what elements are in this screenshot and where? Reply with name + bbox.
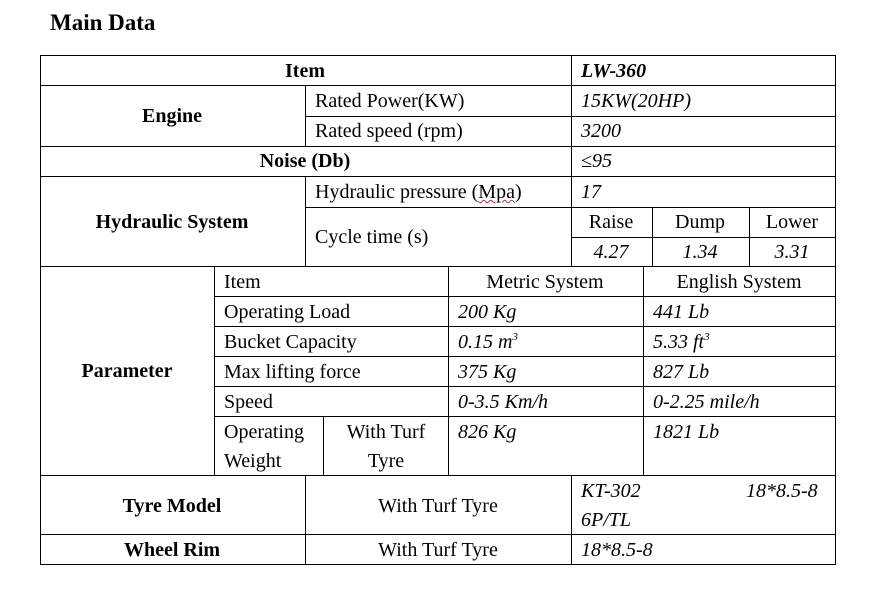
rated-power-label: Rated Power(KW)	[315, 90, 465, 112]
weight-sub-line1: With Turf	[346, 421, 426, 443]
param-row-item: Speed	[224, 391, 273, 413]
param-row-english: 827 Lb	[653, 361, 710, 383]
param-col-metric: Metric System	[486, 271, 604, 293]
noise-label: Noise (Db)	[259, 150, 351, 172]
param-col-item: Item	[224, 271, 261, 293]
param-row-english: 5.33 $ft^3$	[653, 331, 710, 353]
dump-label: Dump	[675, 211, 725, 233]
page-title: Main Data	[50, 10, 156, 35]
tyre-model-sub: With Turf Tyre	[378, 495, 498, 517]
param-row-metric: 0-3.5 Km/h	[458, 391, 548, 413]
lower-value: 3.31	[774, 241, 810, 263]
tyre-model-value-a: KT-302	[581, 480, 641, 502]
hydraulic-label: Hydraulic System	[95, 211, 249, 233]
tyre-model-value-c: 6P/TL	[581, 509, 632, 531]
param-row-metric: 0.15 $m^3$	[458, 331, 518, 353]
param-row-item: Max lifting force	[224, 361, 361, 383]
rated-speed-value: 3200	[581, 120, 621, 142]
raise-value: 4.27	[593, 241, 629, 263]
item-header: Item	[285, 60, 325, 82]
operating-weight-line1: Operating	[224, 421, 304, 443]
parameter-label: Parameter	[81, 360, 173, 382]
weight-english: 1821 Lb	[653, 421, 720, 443]
param-row-item: Bucket Capacity	[224, 331, 357, 353]
param-row-item: Operating Load	[224, 301, 351, 323]
hydraulic-pressure-label: Hydraulic pressure (Mpa)	[315, 181, 522, 203]
param-row-metric: 375 Kg	[458, 361, 517, 383]
param-row-metric: 200 Kg	[458, 301, 517, 323]
raise-label: Raise	[588, 211, 634, 233]
tyre-model-label: Tyre Model	[122, 495, 222, 517]
weight-metric: 826 Kg	[458, 421, 517, 443]
tyre-model-value-b: 18*8.5-8	[746, 480, 818, 502]
operating-weight-line2: Weight	[224, 450, 282, 472]
weight-sub-line2: Tyre	[367, 450, 405, 472]
engine-label: Engine	[141, 105, 203, 127]
noise-value: ≤95	[581, 150, 612, 172]
hydraulic-pressure-value: 17	[581, 181, 601, 203]
wheel-rim-sub: With Turf Tyre	[378, 539, 498, 561]
param-row-english: 441 Lb	[653, 301, 710, 323]
dump-value: 1.34	[682, 241, 718, 263]
param-col-english: English System	[676, 271, 802, 293]
wheel-rim-label: Wheel Rim	[123, 539, 221, 561]
rated-speed-label: Rated speed (rpm)	[315, 120, 463, 142]
cycle-time-label: Cycle time (s)	[315, 226, 429, 248]
model-header: LW-360	[581, 60, 647, 82]
lower-label: Lower	[765, 211, 819, 233]
wheel-rim-value: 18*8.5-8	[581, 539, 653, 561]
rated-power-value: 15KW(20HP)	[581, 90, 691, 112]
param-row-english: 0-2.25 mile/h	[653, 391, 760, 413]
